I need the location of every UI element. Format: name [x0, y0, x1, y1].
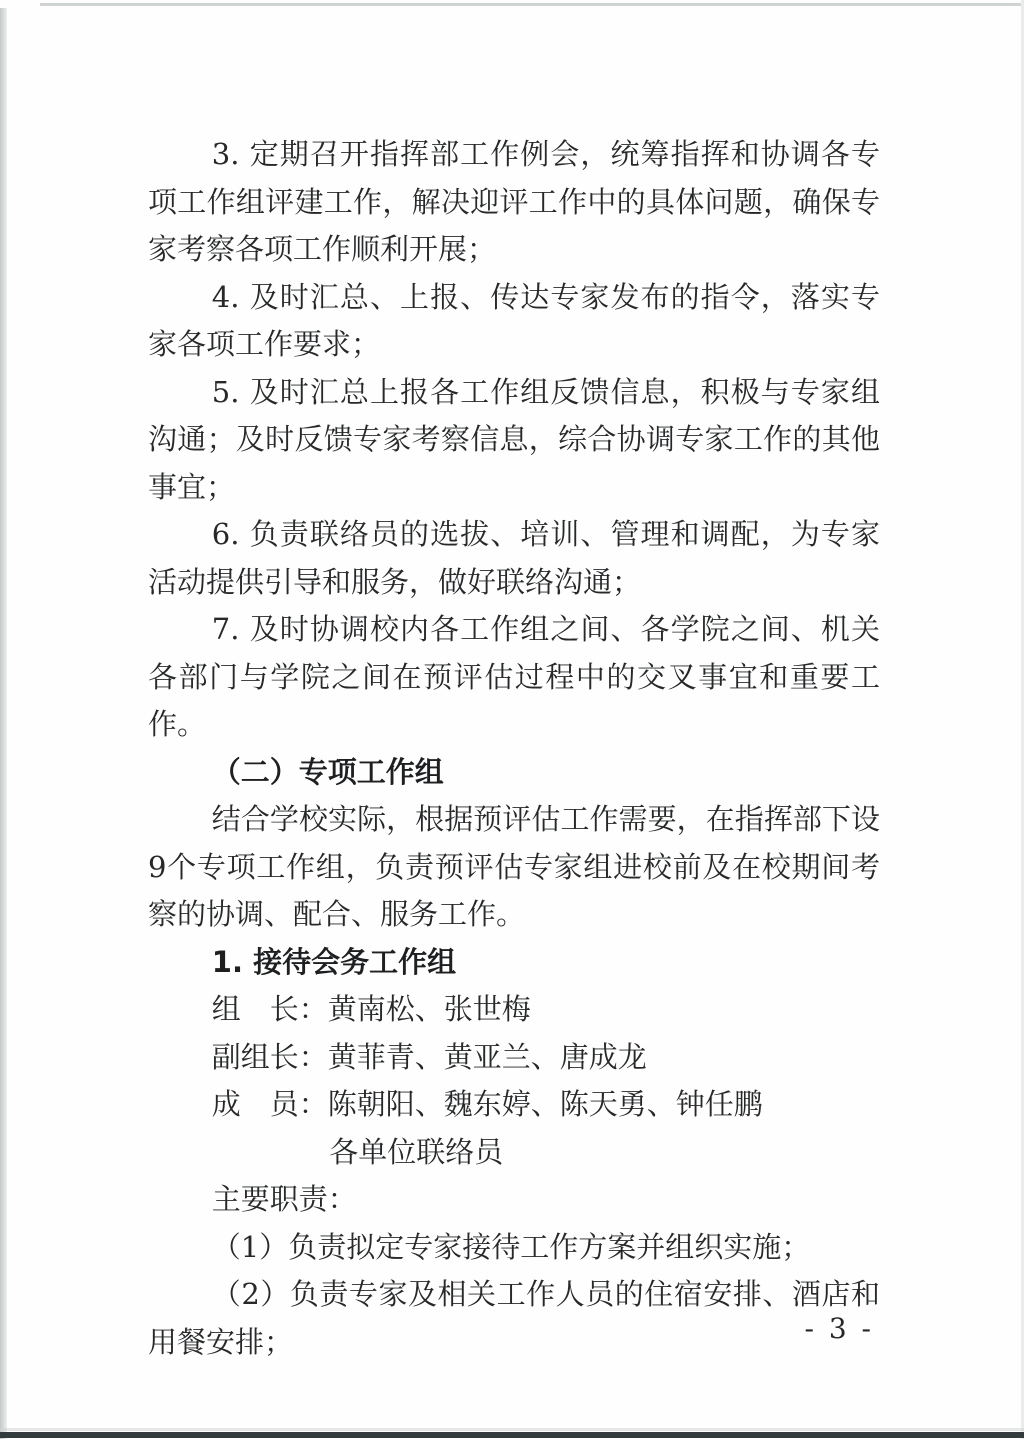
scan-edge-bottom-light: [0, 1428, 1024, 1431]
paragraph-duty-5: 5. 及时汇总上报各工作组反馈信息，积极与专家组沟通；及时反馈专家考察信息，综合协调专家工作的其他事宜；: [148, 374, 880, 504]
paragraph-duty-4: 4. 及时汇总、上报、传达专家发布的指令，落实专家各项工作要求；: [148, 279, 880, 361]
roster-deputy-leader: 副组长：黄菲青、黄亚兰、唐成龙: [211, 1039, 647, 1074]
heading-group-1-reception: 1. 接待会务工作组: [211, 944, 457, 979]
scan-edge-left: [0, 8, 7, 1439]
label-main-duties: 主要职责：: [211, 1182, 357, 1216]
paragraph-intro-groups: 结合学校实际，根据预评估工作需要，在指挥部下设9个专项工作组，负责预评估专家组进校前及在校期间考察的协调、配合、服务工作。: [148, 802, 880, 931]
paragraph-duty-6: 6. 负责联络员的选拔、培训、管理和调配，为专家活动提供引导和服务，做好联络沟通；: [148, 517, 880, 599]
page-number: - 3 -: [804, 1312, 874, 1345]
paragraph-duty-item-2: （2）负责专家及相关工作人员的住宿安排、酒店和用餐安排；: [148, 1277, 880, 1359]
scan-edge-top: [40, 3, 1024, 6]
heading-section-2: （二）专项工作组: [211, 754, 444, 789]
scan-edge-bottom-dark: [0, 1432, 1024, 1438]
paragraph-duty-3: 3. 定期召开指挥部工作例会，统筹指挥和协调各专项工作组评建工作，解决迎评工作中的具体问题，确保专家考察各项工作顺利开展；: [148, 137, 880, 266]
document-body: [148, 131, 880, 1366]
paragraph-duty-7: 7. 及时协调校内各工作组之间、各学院之间、机关各部门与学院之间在预评估过程中的交叉事宜和重要工作。: [148, 612, 880, 741]
paragraph-duty-item-1: （1）负责拟定专家接待工作方案并组织实施；: [211, 1229, 811, 1264]
roster-members: 成 员：陈朝阳、魏东婷、陈天勇、钟任鹏: [211, 1087, 763, 1121]
roster-unit-liaisons: 各单位联络员: [329, 1134, 504, 1169]
roster-leader: 组 长：黄南松、张世梅: [211, 992, 531, 1026]
